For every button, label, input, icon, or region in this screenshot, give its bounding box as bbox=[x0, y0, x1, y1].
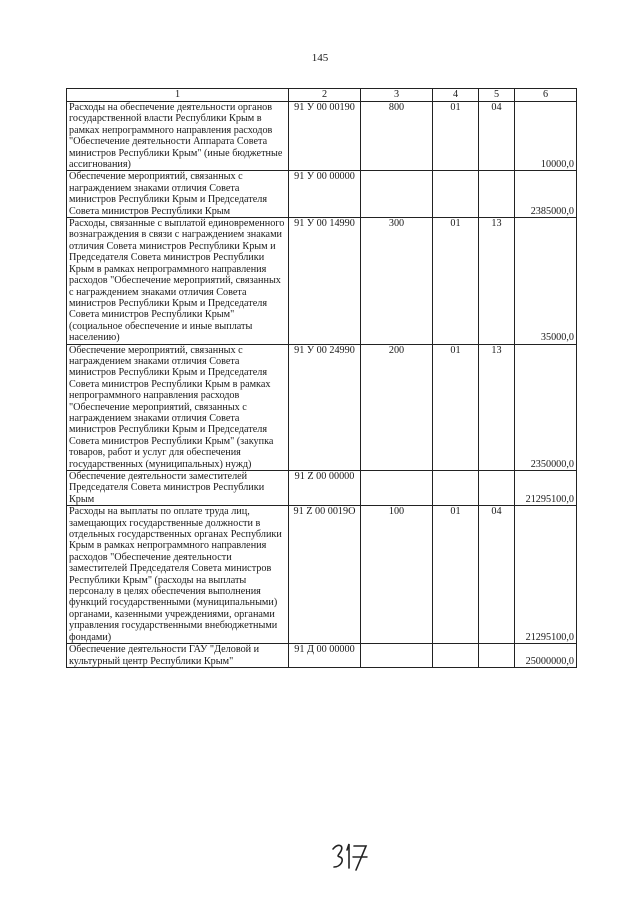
row-amount: 10000,0 bbox=[515, 102, 577, 171]
row-amount: 35000,0 bbox=[515, 218, 577, 344]
table-row bbox=[67, 218, 577, 344]
row-section bbox=[433, 644, 479, 668]
table-row bbox=[67, 471, 577, 506]
row-description: Расходы, связанные с выплатой единовременного вознаграждения в связи с награждением знаками отличия Совета министров Республики Крым и Председателя Совета министров Республики Крым в рамках непрограммного направления расходов "Обеспечение мероприятий, связанных с награждением знаками отличия Совета министров Республики Крым и Председателя Совета министров Республики Крым" (социальное обеспечение и иные выплаты населению) bbox=[67, 218, 289, 344]
row-expense-type bbox=[361, 171, 433, 218]
row-subsection: 13 bbox=[479, 344, 515, 470]
row-code: 91 У 00 00000 bbox=[289, 171, 361, 218]
row-subsection: 04 bbox=[479, 102, 515, 171]
row-expense-type bbox=[361, 644, 433, 668]
column-header-3: 3 bbox=[361, 89, 433, 102]
page-number: 145 bbox=[311, 52, 329, 64]
row-expense-type: 300 bbox=[361, 218, 433, 344]
header-row bbox=[67, 89, 577, 102]
column-header-1: 1 bbox=[67, 89, 289, 102]
row-subsection bbox=[479, 471, 515, 506]
row-code: 91 У 00 00190 bbox=[289, 102, 361, 171]
row-expense-type: 100 bbox=[361, 506, 433, 644]
row-section: 01 bbox=[433, 344, 479, 470]
row-subsection bbox=[479, 171, 515, 218]
row-subsection bbox=[479, 644, 515, 668]
row-section: 01 bbox=[433, 102, 479, 171]
table-row bbox=[67, 171, 577, 218]
row-subsection: 13 bbox=[479, 218, 515, 344]
row-expense-type: 800 bbox=[361, 102, 433, 171]
row-expense-type: 200 bbox=[361, 344, 433, 470]
row-description: Обеспечение мероприятий, связанных с награждением знаками отличия Совета министров Республики Крым и Председателя Совета министров Республики Крым bbox=[67, 171, 289, 218]
table-row bbox=[67, 644, 577, 668]
row-amount: 2350000,0 bbox=[515, 344, 577, 470]
row-code: 91 Z 00 0019О bbox=[289, 506, 361, 644]
column-header-5: 5 bbox=[479, 89, 515, 102]
row-section: 01 bbox=[433, 506, 479, 644]
row-amount: 2385000,0 bbox=[515, 171, 577, 218]
handwritten-signature bbox=[330, 840, 374, 874]
row-code: 91 У 00 24990 bbox=[289, 344, 361, 470]
row-description: Обеспечение деятельности заместителей Председателя Совета министров Республики Крым bbox=[67, 471, 289, 506]
column-header-2: 2 bbox=[289, 89, 361, 102]
column-header-4: 4 bbox=[433, 89, 479, 102]
table-row bbox=[67, 102, 577, 171]
row-amount: 25000000,0 bbox=[515, 644, 577, 668]
row-description: Обеспечение деятельности ГАУ "Деловой и культурный центр Республики Крым" bbox=[67, 644, 289, 668]
row-code: 91 Д 00 00000 bbox=[289, 644, 361, 668]
row-description: Обеспечение мероприятий, связанных с награждением знаками отличия Совета министров Республики Крым и Председателя Совета министров Республики Крым в рамках непрограммного направления расходов "Обеспечение мероприятий, связанных с награждением знаками отличия Совета министров Республики Крым и Председателя Совета министров Республики Крым" (закупка товаров, работ и услуг для обеспечения государственных (муниципальных) нужд) bbox=[67, 344, 289, 470]
table-row bbox=[67, 344, 577, 470]
row-code: 91 Z 00 00000 bbox=[289, 471, 361, 506]
table-row bbox=[67, 506, 577, 644]
row-section: 01 bbox=[433, 218, 479, 344]
row-amount: 21295100,0 bbox=[515, 506, 577, 644]
row-amount: 21295100,0 bbox=[515, 471, 577, 506]
row-section bbox=[433, 471, 479, 506]
column-header-6: 6 bbox=[515, 89, 577, 102]
row-expense-type bbox=[361, 471, 433, 506]
row-description: Расходы на выплаты по оплате труда лиц, замещающих государственные должности в отдельных государственных органах Республики Крым в рамках непрограммного направления расходов "Обеспечение деятельности заместителей Председателя Совета министров Республики Крым" (расходы на выплаты персоналу в целях обеспечения выполнения функций государственными (муниципальными) органами, казенными учреждениями, органами управления государственными внебюджетными фондами) bbox=[67, 506, 289, 644]
budget-table bbox=[66, 88, 577, 668]
row-code: 91 У 00 14990 bbox=[289, 218, 361, 344]
row-description: Расходы на обеспечение деятельности органов государственной власти Республики Крым в рамках непрограммного направления расходов "Обеспечение деятельности Аппарата Совета министров Республики Крым" (иные бюджетные ассигнования) bbox=[67, 102, 289, 171]
row-section bbox=[433, 171, 479, 218]
row-subsection: 04 bbox=[479, 506, 515, 644]
